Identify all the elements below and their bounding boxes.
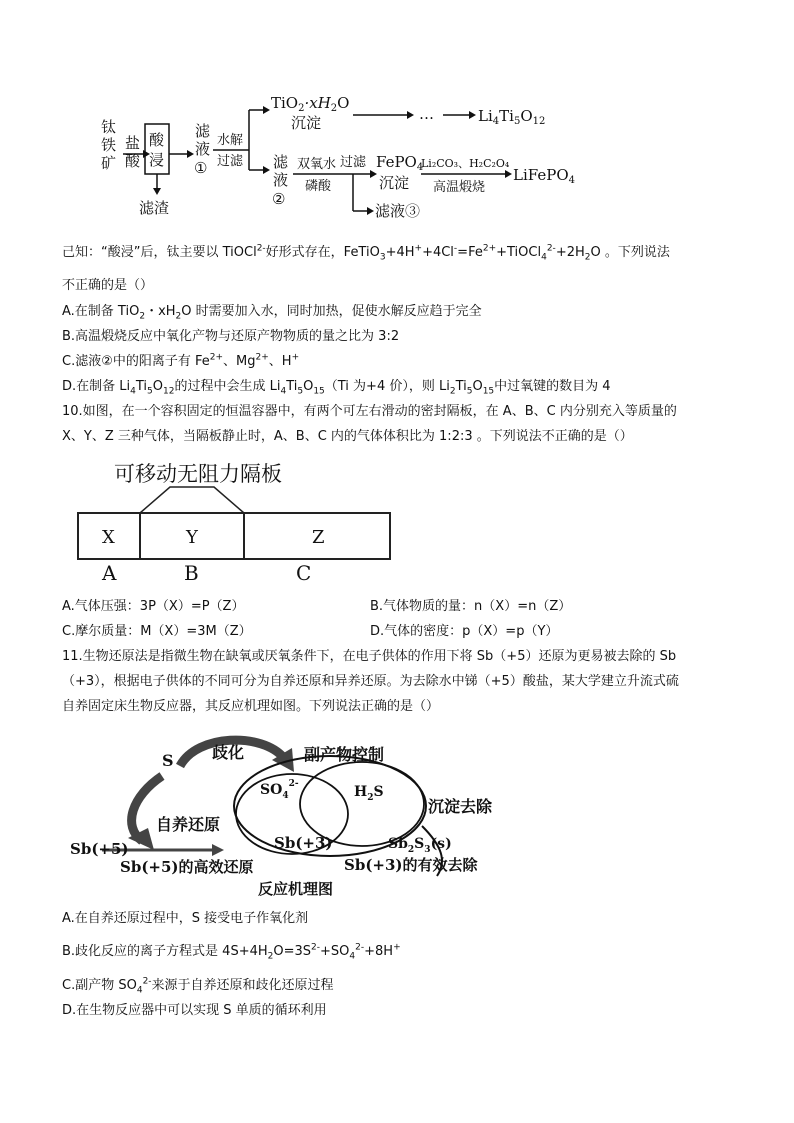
filtrate3-label: 滤液③ — [375, 202, 421, 220]
mechanism-diagram — [62, 726, 532, 902]
q11-stem-2: （+3），根据电子供体的不同可分为自养还原和异养还原。为去除水中锑（+5）酸盐，某大学建立升流式硫 — [62, 674, 679, 689]
residue-label: 滤渣 — [139, 199, 170, 217]
q10-option-d[interactable]: D.气体的密度：p（X）=p（Y） — [370, 624, 559, 639]
known-line: 己知：“酸浸”后，钛主要以 TiOCl$^{2-}$好形式存在，$FeTiO_3+4H^++4Cl^-=Fe^{2+}+TiOCl_4^{2-}+2H_2O$ 。下列说法 — [62, 243, 670, 263]
effective-removal-label: Sb(+3)的有效去除 — [344, 856, 478, 874]
sulfate-label: $SO_4^{2-}$ — [260, 779, 299, 801]
gas-y: Y — [186, 527, 198, 548]
filtrate2-label-3: ② — [272, 190, 286, 208]
fepo4-formula: FePO$_4$ — [376, 153, 424, 173]
h2o2-label: 双氧水 — [297, 157, 337, 172]
partition-title: 可移动无阻力隔板 — [114, 462, 282, 486]
tio2-formula: $TiO_2\cdot xH_2O$ — [271, 94, 350, 114]
byproduct-control-label: 副产物控制 — [304, 745, 385, 764]
q9-option-d[interactable]: D.在制备 $Li_4Ti_5O_{12}$的过程中会生成 $Li_4Ti_5O_{15}(Ti$ 为+4 价），则 $Li_2Ti_5O_{15}$中过氧键的数目为 4 — [62, 379, 611, 397]
q11-stem-3: 自养固定床生物反应器，其反应机理如图。下列说法正确的是（） — [62, 699, 440, 714]
container-diagram — [72, 455, 402, 587]
q10-option-c[interactable]: C.摩尔质量：M（X）=3M（Z） — [62, 624, 252, 639]
filter1-label: 过滤 — [217, 154, 244, 169]
precip-removal-label: 沉淀去除 — [428, 797, 493, 816]
efficient-reduction-label: Sb(+5)的高效还原 — [120, 858, 254, 876]
filtrate1-label-3: ① — [194, 159, 208, 177]
q9-option-b[interactable]: B.高温煅烧反应中氧化产物与还原产物物质的量之比为 3:2 — [62, 329, 400, 344]
q11-option-c[interactable]: C.副产物 $SO_4^{2-}$来源于自养还原和歧化还原过程 — [62, 976, 334, 996]
hcl-label-1: 盐 — [125, 134, 141, 152]
mechanism-caption: 反应机理图 — [258, 880, 334, 898]
chamber-b: B — [184, 561, 199, 585]
container-box — [78, 513, 390, 559]
h2s-label: $H_2S$ — [354, 784, 384, 803]
sb3-label: Sb(+3) — [274, 834, 333, 852]
hcl-label-2: 酸 — [125, 152, 141, 170]
ore-label-3: 矿 — [101, 154, 117, 172]
ellipsis: … — [419, 105, 434, 123]
hydrolysis-label: 水解 — [217, 133, 244, 148]
chamber-a: A — [102, 561, 117, 585]
ore-label-1: 钛 — [101, 118, 117, 136]
filtrate1-label-2: 液 — [195, 140, 211, 158]
disproportionation-label: 歧化 — [212, 743, 245, 762]
q9-option-c[interactable]: C.滤液②中的阳离子有 $Fe^{2+}$、$Mg^{2+}$、H+ — [62, 352, 300, 369]
chamber-c: C — [296, 561, 312, 585]
q10-option-b[interactable]: B.气体物质的量：n（X）=n（Z） — [370, 599, 572, 614]
precip1-label: 沉淀 — [291, 114, 322, 132]
q10-stem-2: X、Y、Z 三种气体，当隔板静止时，A、B、C 内的气体体积比为 1:2:3 。下列说法不正确的是（） — [62, 429, 633, 444]
filtrate1-label-1: 滤 — [195, 122, 211, 140]
li4ti5o12-formula: $Li_4Ti_5O_{12}$ — [478, 107, 546, 127]
reagents-label: Li₂CO₃、H₂C₂O₄ — [421, 157, 510, 170]
q10-stem-1: 10.如图，在一个容积固定的恒温容器中，有两个可左右滑动的密封隔板，在 A、B、C 内分别充入等质量的 — [62, 404, 677, 419]
autotrophic-label: 自养还原 — [156, 815, 221, 834]
q11-option-b[interactable]: B.歧化反应的离子方程式是 $4S+4H_2O=3S^{2-}+SO_4^{2-}+8H^+$ — [62, 942, 401, 962]
gas-x: X — [102, 527, 115, 548]
sb5-label: Sb(+5) — [70, 840, 129, 858]
gas-z: Z — [312, 527, 325, 548]
q11-stem-1: 11.生物还原法是指微生物在缺氧或厌氧条件下，在电子供体的作用下将 Sb（+5）还原为更易被去除的 Sb — [62, 649, 677, 664]
leach-label-2: 浸 — [149, 151, 165, 169]
leach-label-1: 酸 — [149, 131, 165, 149]
lifepo4-formula: LiFePO$_4$ — [513, 166, 575, 186]
filtrate2-label-2: 液 — [273, 171, 289, 189]
precip2-label: 沉淀 — [379, 174, 410, 192]
phosphoric-label: 磷酸 — [305, 179, 332, 194]
ore-label-2: 铁 — [101, 136, 117, 154]
calcination-label: 高温煅烧 — [433, 180, 486, 195]
filtrate2-label-1: 滤 — [273, 153, 289, 171]
s-label: S — [162, 751, 174, 770]
q10-option-a[interactable]: A.气体压强：3P（X）=P（Z） — [62, 599, 245, 614]
q9-stem-end: 不正确的是（） — [62, 278, 154, 293]
filter2-label: 过滤 — [340, 155, 367, 170]
q9-option-a[interactable]: A.在制备 TiO$_2$・$xH_2O$ 时需要加入水，同时加热，促使水解反应趋于完全 — [62, 304, 482, 322]
q11-option-a[interactable]: A.在自养还原过程中，S 接受电子作氧化剂 — [62, 911, 309, 926]
q11-option-d[interactable]: D.在生物反应器中可以实现 S 单质的循环利用 — [62, 1003, 327, 1018]
flow-diagram — [95, 88, 655, 228]
sb2s3-label: $Sb_2S_3(s)$ — [388, 836, 452, 855]
